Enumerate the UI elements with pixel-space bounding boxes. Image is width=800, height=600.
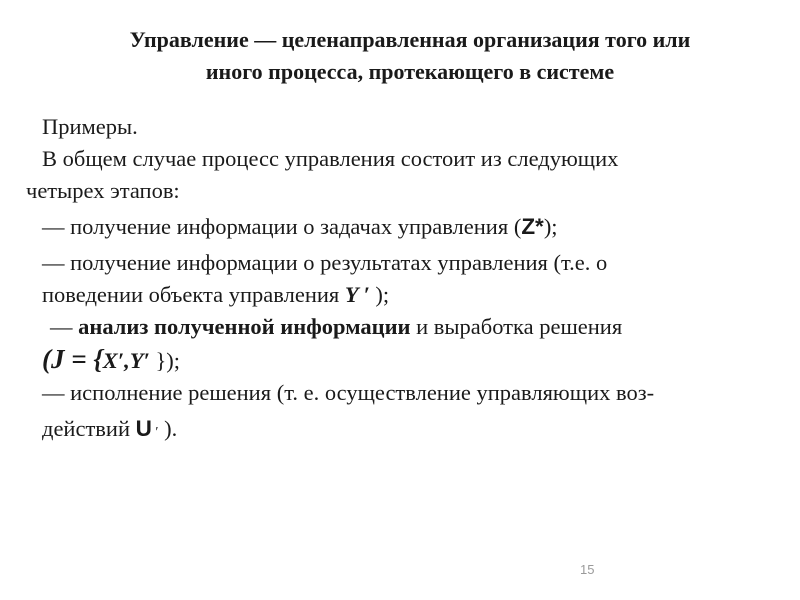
step-2-text: поведении объекта управления [42,282,345,307]
step-1 [42,214,558,240]
step-4-symbol: U [135,416,152,441]
step-1-symbol: Z* [521,214,544,239]
slide-title [40,24,780,88]
intro-line-1: В общем случае процесс управления состоит из следующих [42,146,619,171]
intro-line-2: четырех этапов: [26,178,180,203]
step-4-text: действий [42,416,136,441]
page-number: 15 [580,562,595,577]
step-4-prime: ′ [151,425,159,440]
step-2-end: ); [369,282,390,307]
step-3-bold: анализ полученной информации [78,314,411,339]
step-4-end: ). [158,416,178,441]
title-line-2: иного процесса, протекающего в системе [205,59,615,84]
formula-vars: X′,Y′ [102,348,150,373]
step-2-symbol: Y ′ [344,282,370,307]
examples-label: Примеры. [42,114,138,139]
step-1-end: ); [543,214,558,239]
step-3-rest: и выработка решения [410,314,623,339]
step-4-line-1: — исполнение решения (т. е. осуществление управляющих воз- [42,380,655,405]
step-1-text: — получение информации о задачах управления ( [42,214,522,239]
step-3-dash: — [50,314,79,339]
step-3-line-1 [50,314,622,340]
formula-close: }); [149,348,180,373]
step-3-formula [42,344,180,375]
step-2-line-1: — получение информации о результатах управления (т.е. о [42,250,608,275]
step-2-line-2 [42,282,389,308]
title-line-1: Управление — целенаправленная организация того или [129,27,691,52]
formula-open: (J = { [42,344,103,374]
step-4-line-2 [42,416,177,442]
